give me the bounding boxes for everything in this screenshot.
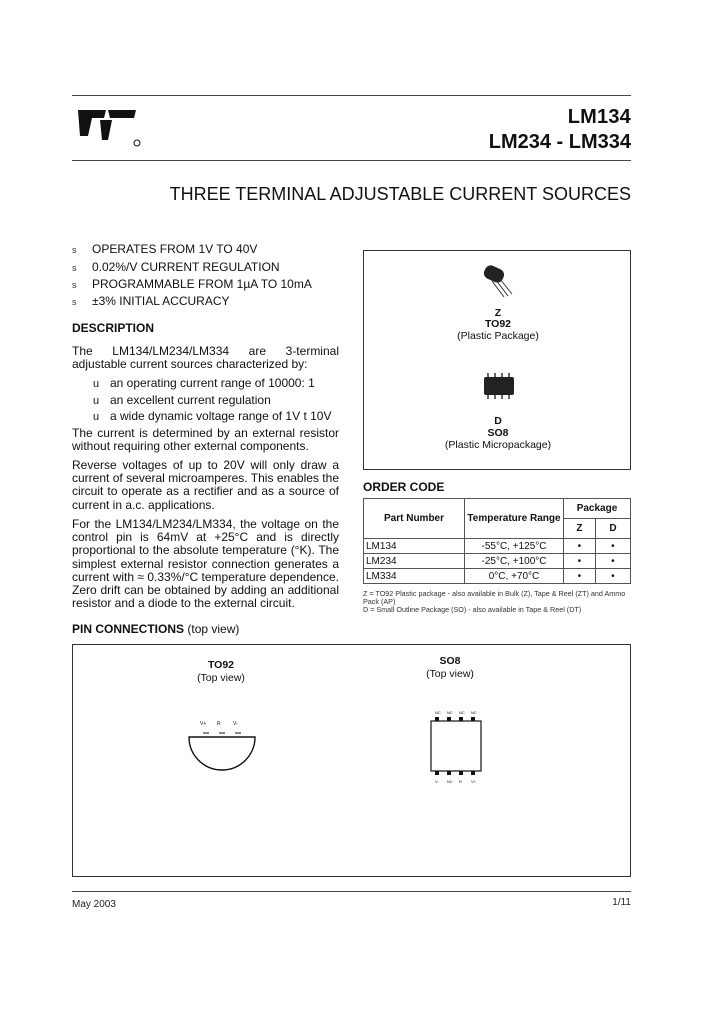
to92-pinout-icon (185, 725, 259, 783)
description-para3: For the LM134/LM234/LM334, the voltage on the control pin is 64mV at +25°C and is directly proportional to the absolute temperature (°K). The simplest external resistor connection generates a current with ≈ 0.33%/°C temperature dependence. Zero drift can be obtained by adding an additional resistor and a diode to the external circuit. (72, 517, 339, 611)
footer-rule (72, 891, 631, 892)
so8-pin-label: NC (471, 710, 477, 715)
so8-pin-label: NC (447, 779, 453, 784)
col-package-header: Package (564, 499, 631, 519)
to92-desc: (Plastic Package) (457, 330, 539, 342)
cell-temp: -25°C, +100°C (465, 554, 564, 569)
description-para1: The current is determined by an external resistor without requiring other external components. (72, 426, 339, 454)
cell-part: LM234 (364, 554, 465, 569)
to92-pin-label: R (217, 721, 221, 727)
cell-d: • (595, 554, 630, 569)
bullet-icon: s (72, 280, 77, 290)
bullet-icon: s (72, 263, 77, 273)
so8-letter: D (494, 415, 502, 427)
package-box (363, 250, 631, 470)
so8-pin-label: NC (435, 710, 441, 715)
cell-temp: -55°C, +125°C (465, 539, 564, 554)
footer-date: May 2003 (72, 899, 116, 910)
cell-z: • (564, 569, 596, 584)
cell-z: • (564, 554, 596, 569)
description-para2: Reverse voltages of up to 20V will only draw a current of several microamperes. This enables the circuit to operate as a rectifier and as a source of current in a.c. applications. (72, 458, 339, 512)
to92-pin-label: V+ (200, 721, 207, 727)
so8-pin-label: NC (447, 710, 453, 715)
table-row (364, 554, 631, 569)
cell-d: • (595, 569, 630, 584)
order-note-d: D = Small Outline Package (SO) - also available in Tape & Reel (DT) (363, 605, 582, 614)
feature-item: s PROGRAMMABLE FROM 1µA TO 10mA (72, 277, 312, 291)
feature-item: s OPERATES FROM 1V TO 40V (72, 242, 258, 256)
mid-rule (72, 160, 631, 161)
cell-z: • (564, 539, 596, 554)
so8-desc: (Plastic Micropackage) (444, 439, 552, 451)
cell-part: LM334 (364, 569, 465, 584)
to92-pin-title: TO92 (207, 659, 235, 671)
so8-name: SO8 (487, 427, 509, 439)
cell-temp: 0°C, +70°C (465, 569, 564, 584)
so8-pin-label: R (459, 779, 462, 784)
cell-d: • (595, 539, 630, 554)
st-logo-icon (72, 106, 142, 150)
col-d-header: D (595, 519, 630, 539)
so8-pin-sub: (Top view) (426, 668, 474, 680)
to92-pin-label: V- (233, 721, 238, 727)
so8-pin-label: NC (459, 710, 465, 715)
feature-item: s ±3% INITIAL ACCURACY (72, 294, 230, 308)
title-line1: LM134 (567, 106, 631, 128)
feature-item: s 0.02%/V CURRENT REGULATION (72, 260, 280, 274)
col-part-header: Part Number (364, 499, 465, 539)
bullet-icon: s (72, 297, 77, 307)
so8-pin-label: V+ (471, 779, 477, 784)
so8-pin-label: V- (435, 779, 439, 784)
to92-package-icon (478, 263, 518, 299)
so8-package-icon (478, 371, 520, 401)
to92-letter: Z (494, 307, 502, 319)
description-heading: DESCRIPTION (72, 321, 155, 335)
pin-connections-box (72, 644, 631, 877)
title-line2: LM234 - LM334 (488, 131, 631, 153)
order-note-z: Z = TO92 Plastic package - also available in Bulk (Z), Tape & Reel (ZT) and Ammo Pack (AP) (363, 589, 626, 606)
top-rule (72, 95, 631, 96)
col-z-header: Z (564, 519, 596, 539)
bullet-icon: s (72, 245, 77, 255)
order-code-heading: ORDER CODE (363, 480, 445, 494)
cell-part: LM134 (364, 539, 465, 554)
description-sub-item: u an operating current range of 10000: 1 (93, 376, 315, 390)
page-subtitle: THREE TERMINAL ADJUSTABLE CURRENT SOURCES (169, 184, 631, 204)
so8-pin-title: SO8 (439, 655, 461, 667)
footer-page: 1/11 (612, 897, 631, 908)
so8-pinout-icon (425, 711, 487, 781)
to92-pin-sub: (Top view) (197, 672, 245, 684)
table-row (364, 569, 631, 584)
description-sub-item: u an excellent current regulation (93, 393, 271, 407)
col-temp-header: Temperature Range (465, 499, 564, 539)
pin-connections-heading: PIN CONNECTIONS (top view) (72, 622, 240, 636)
to92-name: TO92 (484, 318, 512, 330)
order-code-table (363, 498, 631, 584)
description-intro: The LM134/LM234/LM334 are 3-terminal adjustable current sources characterized by: (72, 344, 339, 372)
description-sub-item: u a wide dynamic voltage range of 1V t 10V (93, 409, 332, 423)
table-row (364, 539, 631, 554)
